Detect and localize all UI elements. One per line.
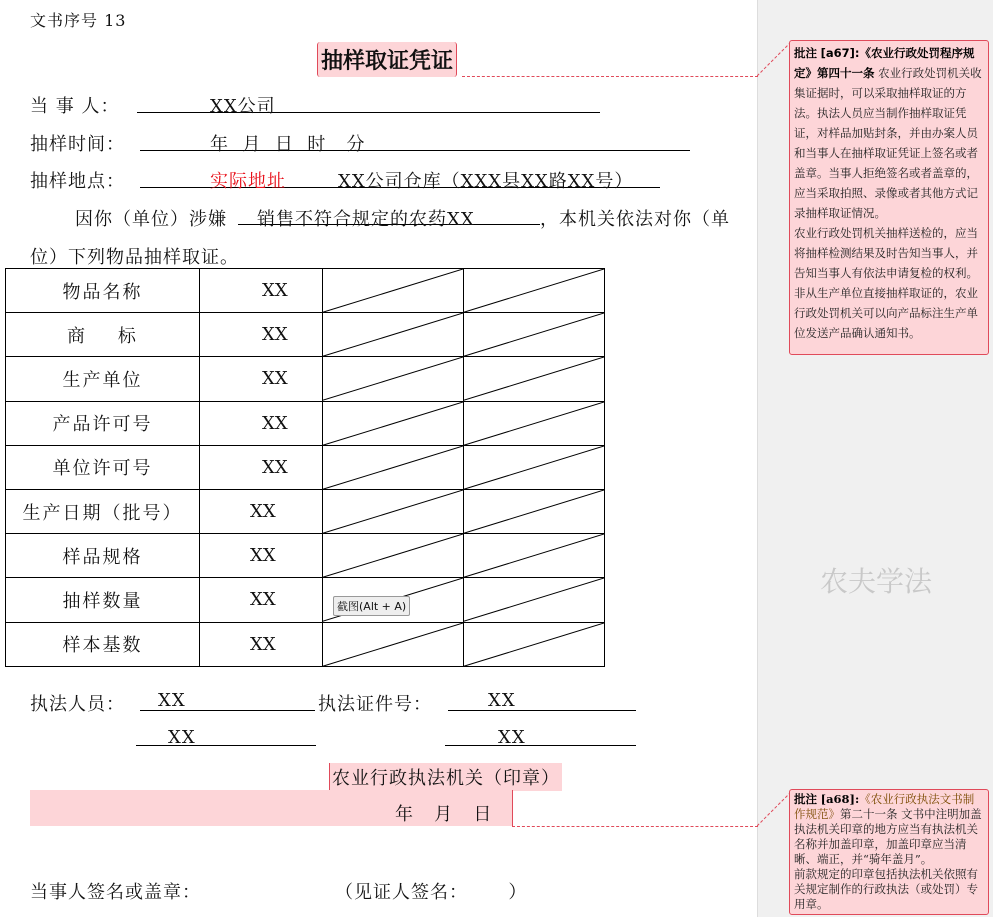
item-value-cell[interactable] xyxy=(200,578,323,622)
item-value: XX xyxy=(262,368,288,390)
table-row xyxy=(6,313,605,357)
diagonal-cell[interactable] xyxy=(464,445,605,489)
item-value: XX xyxy=(262,412,288,434)
diagonal-line xyxy=(464,402,604,445)
diagonal-cell[interactable] xyxy=(323,357,464,401)
comment-source: 《农业行政处罚程序规定》第四十一条 xyxy=(794,46,975,80)
comment-ref: [a68]: xyxy=(820,792,860,806)
comment-source: 《农业行政执法文书制作规范》 xyxy=(794,792,975,821)
para1-value[interactable]: 销售不符合规定的农药XX xyxy=(257,209,475,230)
item-name: 抽样数量 xyxy=(62,590,143,612)
table-row xyxy=(6,622,605,666)
diagonal-cell[interactable] xyxy=(323,269,464,313)
item-name-cell xyxy=(6,622,200,666)
item-name: 生产单位 xyxy=(62,369,143,391)
item-name-cell xyxy=(6,357,200,401)
item-name: 商 标 xyxy=(67,325,138,347)
diagonal-line xyxy=(323,623,463,666)
table-row xyxy=(6,401,605,445)
place-label: 抽样地点： xyxy=(30,171,125,192)
comment-connector xyxy=(512,826,758,827)
comment-ref: [a67]: xyxy=(820,46,860,60)
diagonal-line xyxy=(323,490,463,533)
item-name-cell xyxy=(6,269,200,313)
diagonal-cell[interactable] xyxy=(464,622,605,666)
date: 年 月 日 xyxy=(395,804,493,825)
item-name-cell xyxy=(6,401,200,445)
item-name-cell xyxy=(6,534,200,578)
para1-b: ，本机关依法对你（单 xyxy=(540,209,730,230)
underline xyxy=(448,710,636,711)
item-value-cell[interactable] xyxy=(200,357,323,401)
underline xyxy=(136,745,316,746)
diagonal-line xyxy=(464,623,604,666)
comment-connector xyxy=(757,790,791,830)
diagonal-cell[interactable] xyxy=(464,401,605,445)
diagonal-cell[interactable] xyxy=(323,401,464,445)
diagonal-cell[interactable] xyxy=(323,445,464,489)
item-name: 样本基数 xyxy=(62,635,143,657)
comment-connector xyxy=(757,40,791,80)
time-value[interactable]: 年 月 日 时 分 xyxy=(210,134,366,155)
item-value: XX xyxy=(262,280,288,302)
diagonal-line xyxy=(464,446,604,489)
diagonal-cell[interactable] xyxy=(323,534,464,578)
underline xyxy=(445,745,636,746)
comment-a67[interactable] xyxy=(789,40,989,355)
comment-label: 批注 xyxy=(794,46,817,60)
table-row xyxy=(6,269,605,313)
comment-text: 前款规定的印章包括执法机关依照有关规定制作的行政执法（或处罚）专用章。 xyxy=(794,867,978,911)
diagonal-cell[interactable] xyxy=(464,313,605,357)
item-value-cell[interactable] xyxy=(200,401,323,445)
document-title: 抽样取证凭证 xyxy=(317,42,457,77)
place-value[interactable]: XX公司仓库（XXX县XX路XX号） xyxy=(338,171,634,192)
sample-table xyxy=(5,268,605,667)
comment-label: 批注 xyxy=(794,792,817,806)
item-value: XX xyxy=(262,324,288,346)
diagonal-line xyxy=(323,269,463,312)
diagonal-cell[interactable] xyxy=(464,578,605,622)
diagonal-line xyxy=(323,446,463,489)
item-value: XX xyxy=(250,501,276,523)
diagonal-line xyxy=(464,313,604,356)
table-row xyxy=(6,489,605,533)
comment-text: 第二十一条 文书中注明加盖执法机关印章的地方应当有执法机关名称并加盖印章，加盖印章应当清晰、端正，并“骑年盖月”。 xyxy=(794,807,982,866)
comment-text: 农业行政处罚机关抽样送检的，应当将抽样检测结果及时告知当事人，并告知当事人有依法申请复检的权利。 xyxy=(794,226,978,280)
item-name: 单位许可号 xyxy=(52,458,153,480)
watermark: 农夫学法 xyxy=(820,565,933,598)
para2: 位）下列物品抽样取证。 xyxy=(30,247,239,268)
item-value: XX xyxy=(262,456,288,478)
item-name-cell xyxy=(6,489,200,533)
sign-label: 当事人签名或盖章： xyxy=(30,882,201,903)
cert-2[interactable]: XX xyxy=(498,727,526,748)
item-value-cell[interactable] xyxy=(200,622,323,666)
diagonal-line xyxy=(464,490,604,533)
diagonal-cell[interactable] xyxy=(464,534,605,578)
item-name-cell xyxy=(6,313,200,357)
diagonal-line xyxy=(323,534,463,577)
doc-number: 文书序号 13 xyxy=(30,11,127,30)
item-value-cell[interactable] xyxy=(200,313,323,357)
item-value: XX xyxy=(250,633,276,655)
diagonal-line xyxy=(323,402,463,445)
diagonal-cell[interactable] xyxy=(323,489,464,533)
diagonal-line xyxy=(464,269,604,312)
item-value: XX xyxy=(250,545,276,567)
diagonal-cell[interactable] xyxy=(464,269,605,313)
party-label: 当 事 人： xyxy=(30,96,120,117)
diagonal-cell[interactable] xyxy=(464,489,605,533)
diagonal-line xyxy=(464,357,604,400)
diagonal-cell[interactable] xyxy=(323,622,464,666)
diagonal-line xyxy=(464,534,604,577)
table-row xyxy=(6,445,605,489)
witness-label: （见证人签名： ） xyxy=(335,882,528,903)
item-name-cell xyxy=(6,445,200,489)
item-name: 样品规格 xyxy=(62,546,143,568)
table-row xyxy=(6,578,605,622)
screenshot-tooltip: 截图(Alt + A) xyxy=(333,596,410,616)
para1-a: 因你（单位）涉嫌 xyxy=(75,209,227,230)
comment-a68[interactable] xyxy=(789,789,989,915)
item-value-cell[interactable] xyxy=(200,534,323,578)
comment-text: 非从生产单位直接抽样取证的，农业行政处罚机关可以向产品标注生产单位发送产品确认通知书。 xyxy=(794,286,978,340)
item-name: 物品名称 xyxy=(62,281,143,303)
item-name: 产品许可号 xyxy=(52,414,153,436)
officer-2[interactable]: XX xyxy=(168,727,196,748)
underline xyxy=(137,112,600,113)
item-value-cell[interactable] xyxy=(200,269,323,313)
officer-label: 执法人员： xyxy=(30,694,125,715)
item-name: 生产日期（批号） xyxy=(22,502,183,524)
diagonal-cell[interactable] xyxy=(323,313,464,357)
party-value[interactable]: XX公司 xyxy=(210,96,276,117)
agency-seal: 农业行政执法机关（印章） xyxy=(329,763,562,791)
diagonal-line xyxy=(323,313,463,356)
item-value-cell[interactable] xyxy=(200,445,323,489)
item-name-cell xyxy=(6,578,200,622)
item-value: XX xyxy=(250,589,276,611)
officer-1[interactable]: XX xyxy=(158,690,186,711)
table-row xyxy=(6,534,605,578)
item-value-cell[interactable] xyxy=(200,489,323,533)
comment-connector xyxy=(462,76,758,77)
place-value-red[interactable]: 实际地址 xyxy=(210,171,286,192)
diagonal-line xyxy=(464,578,604,621)
comment-text: 农业行政处罚机关收集证据时，可以采取抽样取证的方法。执法人员应当制作抽样取证凭证，对样品加贴封条，并由办案人员和当事人在抽样取证凭证上签名或者盖章。当事人拒绝签名或者盖章的，应当采取拍照、录像或者其他方式记录抽样取证情况。 xyxy=(794,66,982,220)
diagonal-cell[interactable] xyxy=(464,357,605,401)
diagonal-line xyxy=(323,357,463,400)
time-label: 抽样时间： xyxy=(30,134,125,155)
cert-label: 执法证件号： xyxy=(318,694,432,715)
table-row xyxy=(6,357,605,401)
cert-1[interactable]: XX xyxy=(488,690,516,711)
